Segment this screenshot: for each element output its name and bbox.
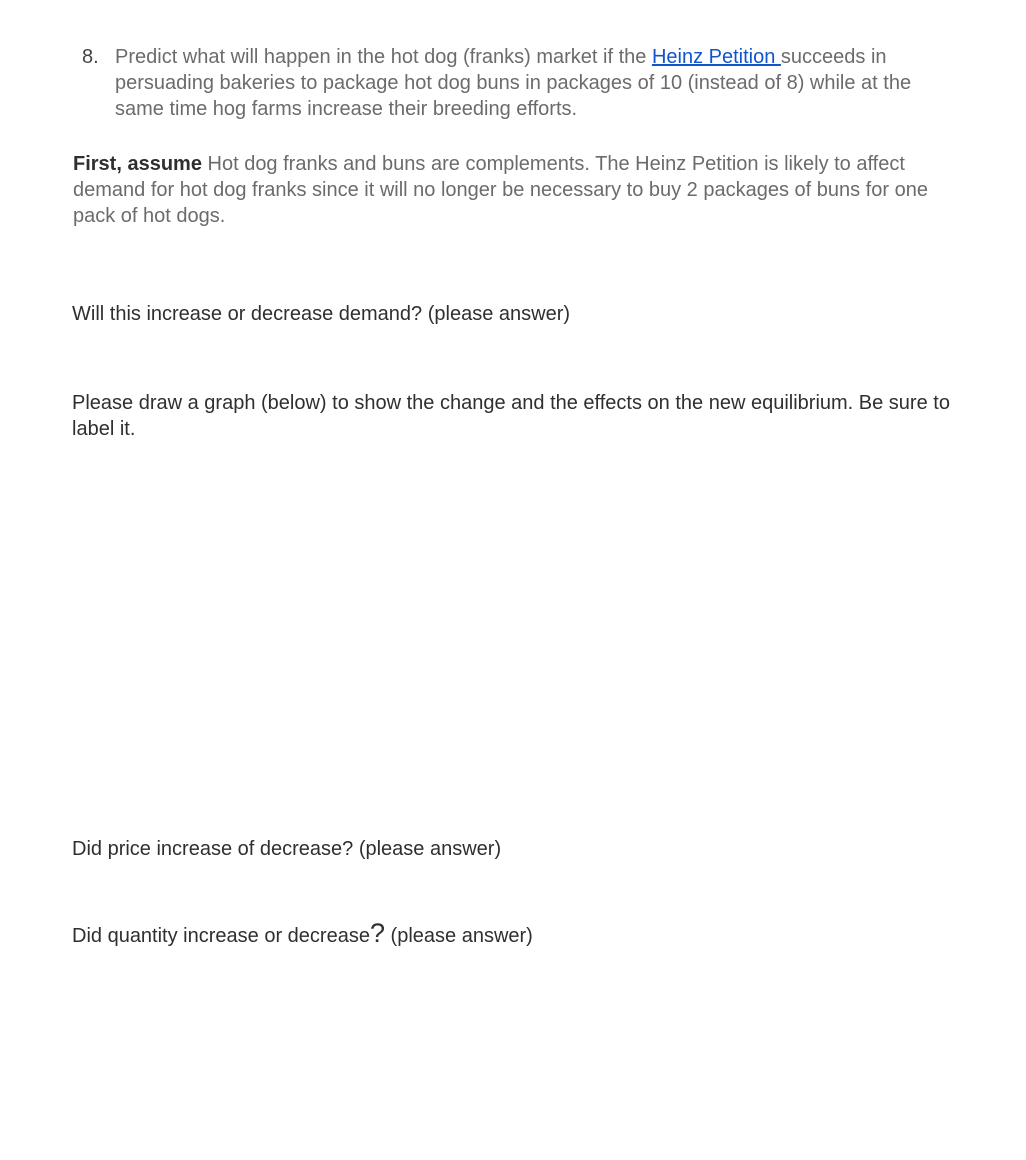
question-number: 8. xyxy=(82,46,99,68)
price-prompt: Did price increase of decrease? (please answer) xyxy=(72,838,502,860)
quantity-prompt xyxy=(72,920,533,949)
assumption-lead: First, assume xyxy=(73,153,202,175)
graph-drawing-area[interactable] xyxy=(72,460,952,820)
assumption-text: Hot dog franks and buns are complements. The Heinz Petition is likely to affect demand for hot dog franks since it will no longer be necessary to buy 2 packages of buns for one pack of hot dogs. xyxy=(73,153,928,227)
graph-prompt: Please draw a graph (below) to show the change and the effects on the new equilibrium. Be sure to label it. xyxy=(72,392,950,440)
quantity-prompt-suffix: (please answer) xyxy=(384,925,533,947)
question-text xyxy=(115,44,962,122)
question-8 xyxy=(82,44,962,122)
quantity-prompt-text: Did quantity increase or decrease xyxy=(72,925,370,947)
demand-prompt: Will this increase or decrease demand? (please answer) xyxy=(72,303,571,325)
heinz-petition-link[interactable]: Heinz Petition xyxy=(651,46,781,68)
question-text-start: Predict what will happen in the hot dog (franks) market if the xyxy=(115,46,652,68)
question-text-end: succeeds in persuading bakeries to package hot dog buns in packages of 10 (instead of 8) while at the same time hog farms increase their breeding efforts. xyxy=(115,46,912,120)
assumption-paragraph xyxy=(73,151,973,229)
quantity-question-mark: ? xyxy=(369,918,385,948)
